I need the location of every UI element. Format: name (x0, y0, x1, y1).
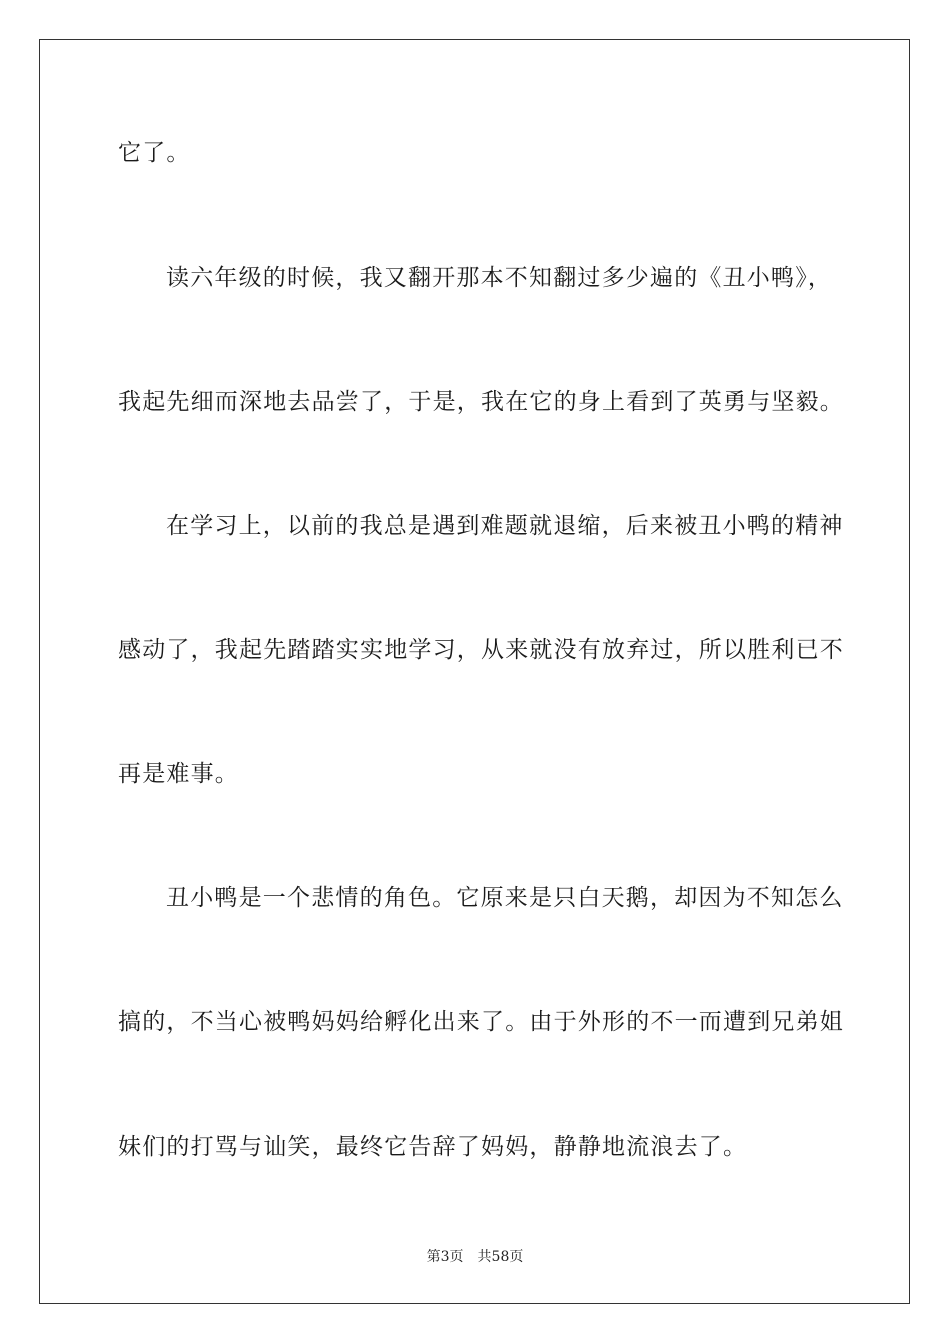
text-line-4: 在学习上，以前的我总是遇到难题就退缩，后来被丑小鸭的精神 (166, 513, 844, 539)
text-line-1: 它了。 (118, 140, 191, 166)
total-pages: 共58页 (477, 1249, 524, 1265)
text-line-7: 丑小鸭是一个悲情的角色。它原来是只白天鹅，却因为不知怎么 (166, 885, 844, 911)
page-border (39, 39, 910, 1304)
text-line-5: 感动了，我起先踏踏实实地学习，从来就没有放弃过，所以胜利已不 (118, 637, 844, 663)
text-line-2: 读六年级的时候，我又翻开那本不知翻过多少遍的《丑小鸭》， (166, 265, 833, 291)
text-line-9: 妹们的打骂与讪笑，最终它告辞了妈妈，静静地流浪去了。 (118, 1134, 748, 1160)
text-line-8: 搞的，不当心被鸭妈妈给孵化出来了。由于外形的不一而遭到兄弟姐 (118, 1009, 844, 1035)
page-footer (0, 1247, 950, 1267)
text-line-6: 再是难事。 (118, 761, 239, 787)
text-line-3: 我起先细而深地去品尝了，于是，我在它的身上看到了英勇与坚毅。 (118, 389, 844, 415)
page-number: 第3页 (426, 1249, 464, 1265)
